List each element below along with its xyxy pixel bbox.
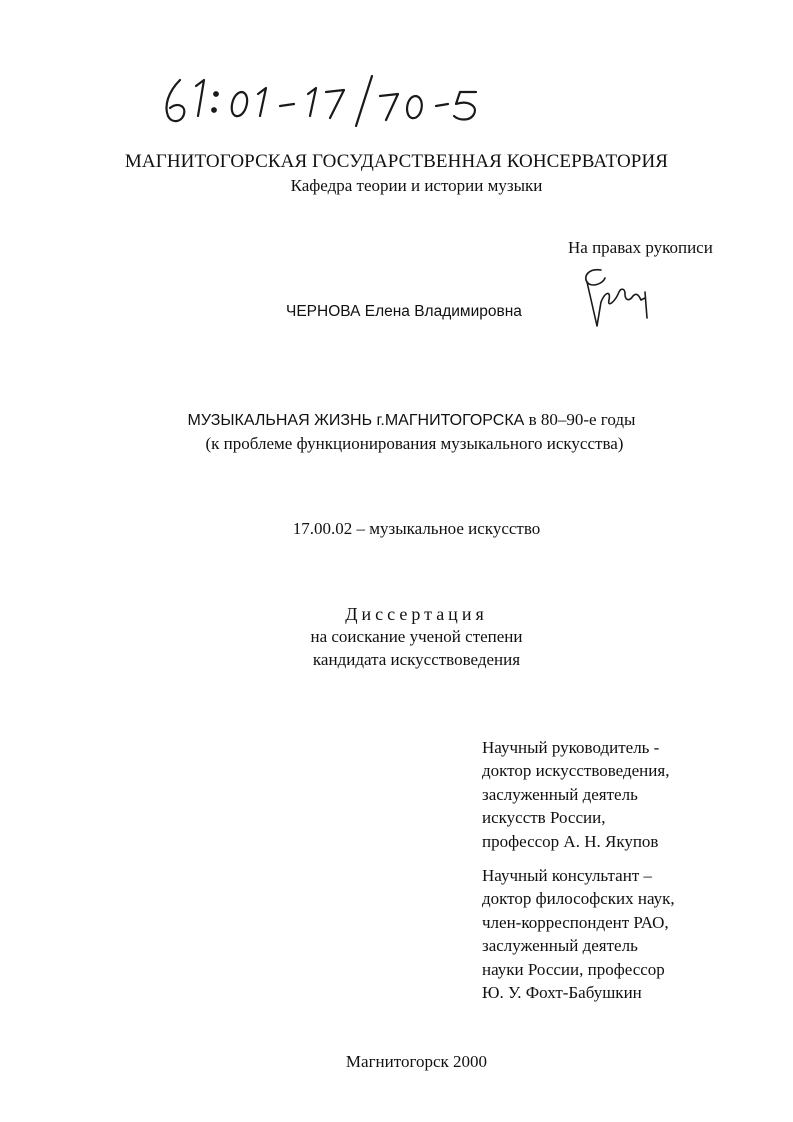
department-name: Кафедра теории и истории музыки [290,176,543,195]
degree-line-2: кандидата искусствоведения [312,650,521,669]
degree-line-1: на соискание ученой степени [310,627,523,646]
city-year: Магнитогорск 2000 [345,1052,488,1071]
dissertation-title [0,410,793,430]
title-caps: МУЗЫКАЛЬНАЯ ЖИЗНЬ г.МАГНИТОГОРСКА [187,412,525,429]
institution-name: МАГНИТОГОРСКАЯ ГОСУДАРСТВЕННАЯ КОНСЕРВАТОРИЯ [124,151,669,172]
title-rest: в 80–90-е годы [524,410,636,429]
supervisor-line: профессор А. Н. Якупов [482,831,659,851]
supervisor-block [482,736,669,853]
consultant-block [482,864,675,1004]
consultant-line: Научный консультант – [482,866,652,885]
dissertation-subtitle: (к проблеме функционирования музыкального искусства) [205,434,624,453]
consultant-line: доктор философских наук, [482,889,675,909]
consultant-line: заслуженный деятель [482,936,638,956]
consultant-line: Ю. У. Фохт-Бабушкин [482,983,642,1003]
consultant-line: член-корреспондент РАО, [482,912,669,932]
author-name: ЧЕРНОВА Елена Владимировна [286,303,522,320]
supervisor-line: Научный руководитель - [482,738,660,757]
rights-note: На правах рукописи [568,238,713,257]
supervisor-line: доктор искусствоведения, [482,761,670,781]
handwritten-archive-number [158,70,498,130]
supervisor-line: заслуженный деятель [482,784,638,804]
specialty-code: 17.00.02 – музыкальное искусство [292,519,541,538]
document-type: Диссертация [345,604,488,624]
supervisor-line: искусств России, [482,808,606,828]
consultant-line: науки России, профессор [482,959,665,979]
signature-handwritten [575,262,660,328]
